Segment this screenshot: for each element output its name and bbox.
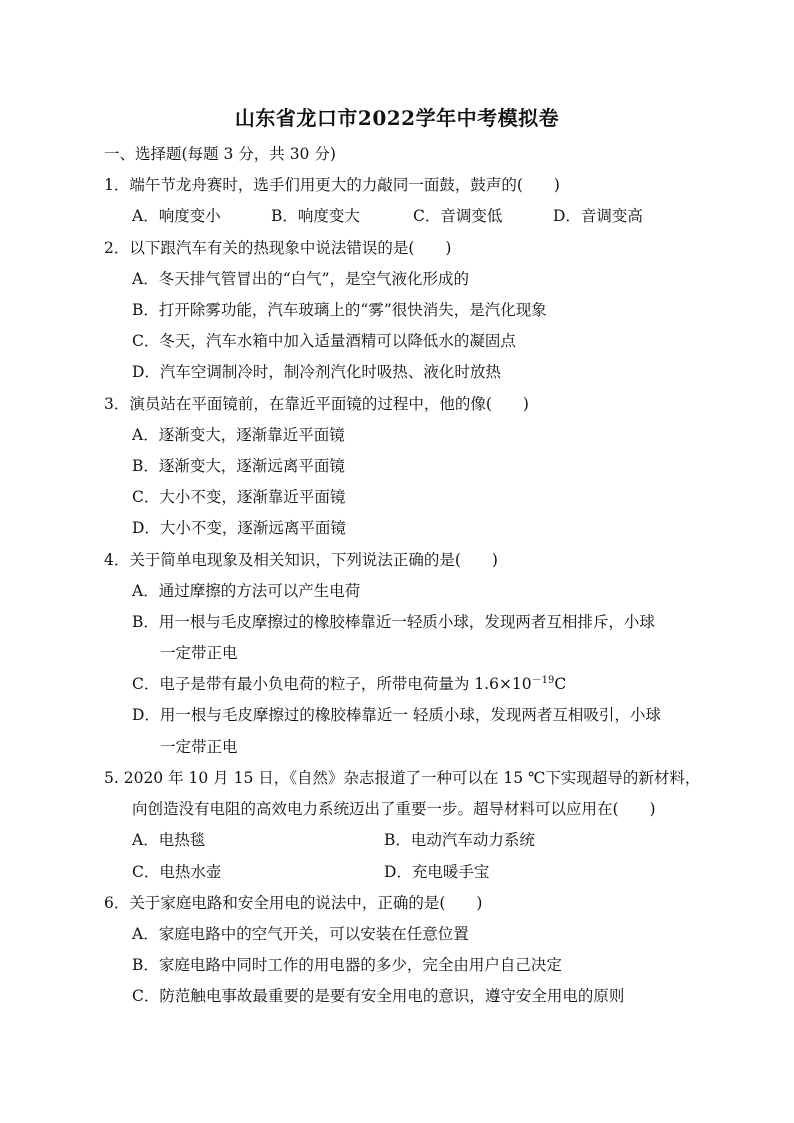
option-c: C．防范触电事故最重要的是要有安全用电的意识，遵守安全用电的原则: [132, 987, 625, 1005]
exponent: －19: [531, 674, 555, 686]
question-5-stem-continued: 向创造没有电阻的高效电力系统迈出了重要一步。超导材料可以应用在( ): [132, 800, 656, 818]
option-d: D．用一根与毛皮摩擦过的橡胶棒靠近一 轻质小球，发现两者互相吸引，小球: [132, 706, 661, 724]
option-a: A．逐渐变大，逐渐靠近平面镜: [132, 426, 345, 444]
option-d: D．大小不变，逐渐远离平面镜: [132, 519, 346, 537]
option-a: A．冬天排气管冒出的“白气”，是空气液化形成的: [132, 270, 470, 288]
option-c: C．电热水壶: [132, 863, 222, 881]
option-a: A．家庭电路中的空气开关，可以安装在任意位置: [132, 925, 469, 943]
question-6-stem: 6．关于家庭电路和安全用电的说法中，正确的是( ): [104, 894, 483, 912]
unit: C: [554, 675, 567, 693]
question-2-stem: 2．以下跟汽车有关的热现象中说法错误的是( ): [104, 239, 452, 257]
question-5-stem: 5. 2020 年 10 月 15 日，《自然》杂志报道了一种可以在 15 ℃下实现超导的新材料，: [104, 769, 701, 787]
option-d: D．汽车空调制冷时，制冷剂汽化时吸热、液化时放热: [132, 363, 501, 381]
option-b: B．打开除雾功能，汽车玻璃上的“雾”很快消失，是汽化现象: [132, 301, 547, 319]
option-c: [132, 674, 566, 694]
option-b: B．响度变大: [271, 207, 360, 225]
option-b: B．逐渐变大，逐渐远离平面镜: [132, 457, 345, 475]
option-b-continued: 一定带正电: [160, 644, 238, 662]
option-a: A．电热毯: [132, 831, 206, 849]
question-4-stem: 4．关于简单电现象及相关知识，下列说法正确的是( ): [104, 551, 498, 569]
question-3-stem: 3．演员站在平面镜前，在靠近平面镜的过程中，他的像( ): [104, 395, 529, 413]
option-d: D．音调变高: [553, 207, 643, 225]
option-c: C．音调变低: [413, 207, 503, 225]
option-c: C．冬天，汽车水箱中加入适量酒精可以降低水的凝固点: [132, 332, 516, 350]
option-d-continued: 一定带正电: [160, 738, 238, 756]
option-b: B．家庭电路中同时工作的用电器的多少，完全由用户自己决定: [132, 956, 562, 974]
option-d: D．充电暖手宝: [384, 863, 490, 881]
option-a: A．响度变小: [132, 207, 221, 225]
option-b: B．用一根与毛皮摩擦过的橡胶棒靠近一轻质小球，发现两者互相排斥，小球: [132, 613, 655, 631]
option-a: A．通过摩擦的方法可以产生电荷: [132, 582, 361, 600]
option-c: C．大小不变，逐渐靠近平面镜: [132, 488, 346, 506]
option-c-text: C．电子是带有最小负电荷的粒子，所带电荷量为 1.6×10: [132, 675, 532, 693]
option-b: B．电动汽车动力系统: [384, 831, 535, 849]
section-heading: 一、选择题(每题 3 分，共 30 分): [104, 145, 336, 163]
question-1-stem: 1．端午节龙舟赛时，选手们用更大的力敲同一面鼓，鼓声的( ): [104, 176, 560, 194]
page-title: 山东省龙口市2022学年中考模拟卷: [234, 106, 560, 130]
